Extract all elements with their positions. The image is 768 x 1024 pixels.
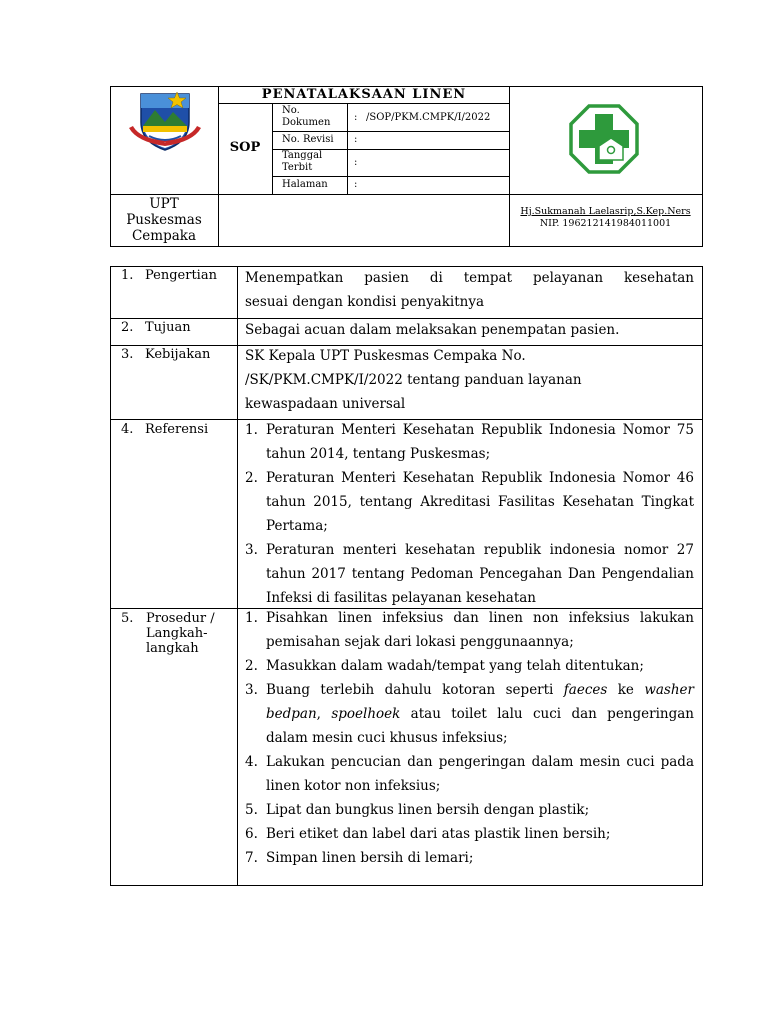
section-number: 1. [121, 268, 134, 283]
signatory-name: Hj.Sukmanah Laelasrip,S.Kep.Ners [520, 206, 691, 217]
field-label-no-revisi: No. Revisi [282, 134, 334, 145]
kebijakan-text: SK Kepala UPT Puskesmas Cempaka No. /SK/PKM.CMPK/I/2022 tentang panduan layanan kewaspadaan universal [245, 348, 582, 412]
section-number: 3. [121, 347, 134, 362]
section-number: 2. [121, 320, 134, 335]
section-number: 5. [121, 611, 134, 626]
list-item: 1. Peraturan Menteri Kesehatan Republik Indonesia Nomor 75 tahun 2014, tentang Puskesmas; [245, 422, 694, 462]
list-item: 1. Pisahkan linen infeksius dan linen non infeksius lakukan pemisahan sejak dari lokasi penggunaannya; [245, 610, 694, 650]
field-label-no-dokumen: No. Dokumen [282, 105, 331, 128]
section-label-kebijakan: Kebijakan [145, 347, 211, 362]
signatory-nip: NIP. 196212141984011001 [539, 218, 672, 229]
section-label-tujuan: Tujuan [145, 320, 191, 335]
prosedur-list [245, 606, 694, 870]
field-sep: : [354, 157, 358, 168]
organization-name: UPT Puskesmas Cempaka [126, 196, 202, 244]
section-label-prosedur: Prosedur / Langkah- langkah [146, 611, 215, 656]
section-number: 4. [121, 422, 134, 437]
svg-text:·: · [164, 140, 166, 145]
section-label-referensi: Referensi [145, 422, 209, 437]
list-item: 3. Buang terlebih dahulu kotoran seperti faeces ke washer bedpan, spoelhoek atau toilet lalu cuci dan pengeringan dalam mesin cuci khusus infeksius; [245, 682, 694, 746]
puskesmas-logo [569, 104, 639, 174]
list-item: 3. Peraturan menteri kesehatan republik indonesia nomor 27 tahun 2017 tentang Pedoman Pencegahan Dan Pengendalian Infeksi di fasilitas pelayanan kesehatan [245, 542, 694, 606]
list-item: 7. Simpan linen bersih di lemari; [245, 850, 474, 866]
section-label-pengertian: Pengertian [145, 268, 217, 283]
list-item: 4. Lakukan pencucian dan pengeringan dalam mesin cuci pada linen kotor non infeksius; [245, 754, 694, 794]
field-sep: : [354, 134, 358, 145]
list-item: 5. Lipat dan bungkus linen bersih dengan plastik; [245, 802, 590, 818]
field-value-no-dokumen: /SOP/PKM.CMPK/I/2022 [366, 112, 491, 123]
field-label-tanggal-terbit: Tanggal Terbit [282, 150, 323, 173]
list-item: 2. Peraturan Menteri Kesehatan Republik Indonesia Nomor 46 tahun 2015, tentang Akreditasi Fasilitas Kesehatan Tingkat Pertama; [245, 470, 694, 534]
field-sep: : [354, 179, 358, 190]
referensi-list [245, 418, 694, 610]
document-title: PENATALAKSAAN LINEN [261, 87, 467, 102]
regional-emblem-logo [127, 88, 203, 154]
list-item: 6. Beri etiket dan label dari atas plastik linen bersih; [245, 826, 611, 842]
field-sep: : [354, 112, 358, 123]
list-item: 2. Masukkan dalam wadah/tempat yang telah ditentukan; [245, 658, 644, 674]
sop-label: SOP [229, 140, 261, 155]
pengertian-text: Menempatkan pasien di tempat pelayanan kesehatan sesuai dengan kondisi penyakitnya [245, 270, 694, 310]
field-label-halaman: Halaman [282, 179, 328, 190]
tujuan-text: Sebagai acuan dalam melaksakan penempatan pasien. [245, 322, 620, 338]
